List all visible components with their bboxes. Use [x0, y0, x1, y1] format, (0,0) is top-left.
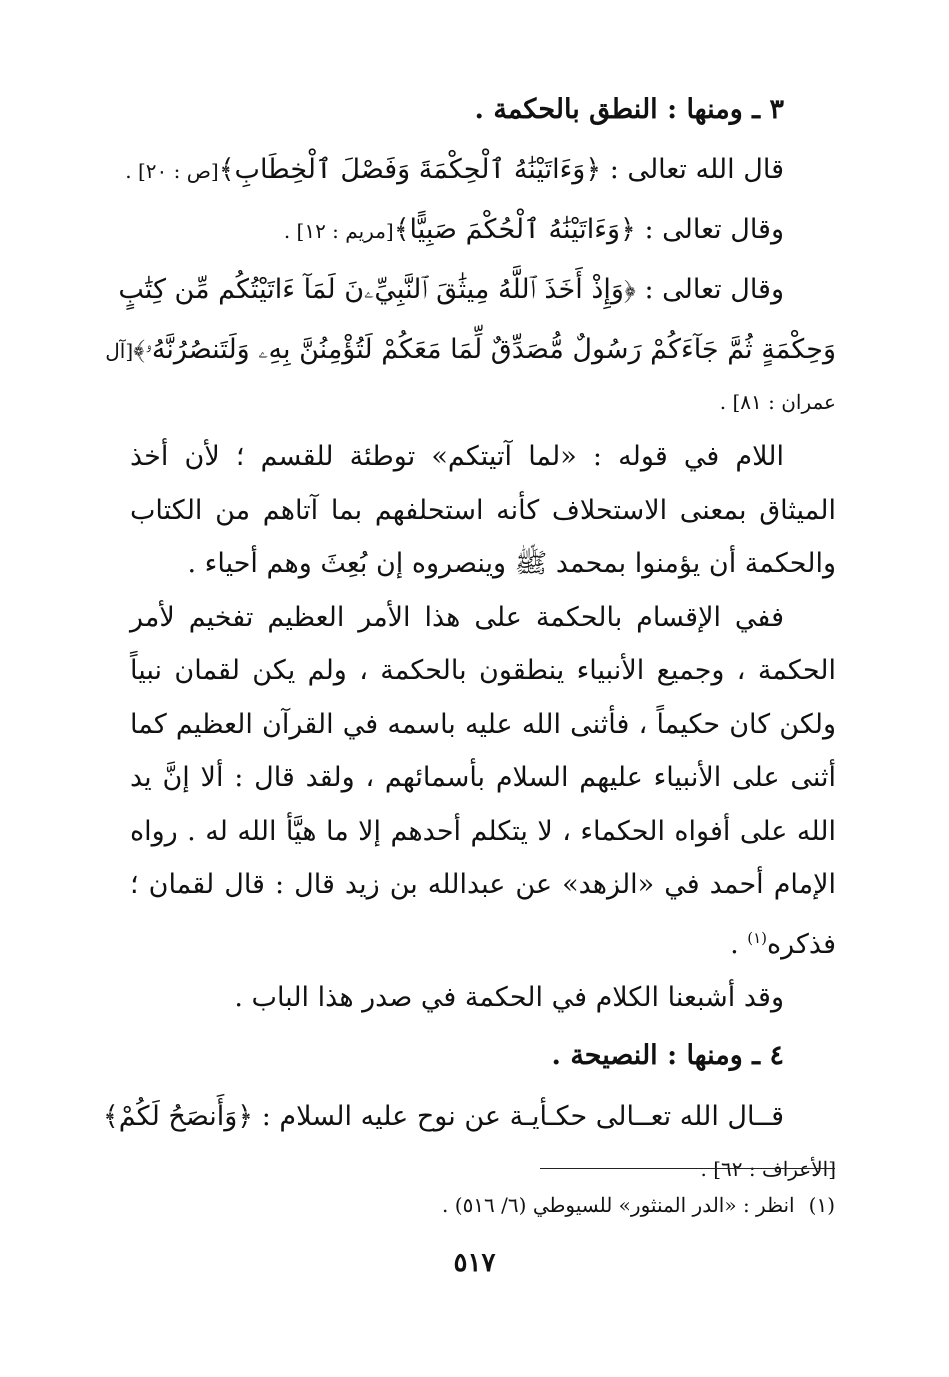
verse-1-intro: قال الله تعالى : [601, 154, 784, 185]
verse-1-line [125, 140, 836, 200]
page-number: ٥١٧ [453, 1248, 496, 1278]
paragraph-2 [130, 591, 836, 972]
section-4-intro: قــال الله تعــالى حكـأيـة عن نوح عليه السلام : [253, 1100, 784, 1132]
verse-2-text: ﴿وَءَاتَيْنَٰهُ ٱلْحُكْمَ صَبِيًّا﴾ [393, 214, 636, 245]
paragraph-3: وقد أشبعنا الكلام في الحكمة في صدر هذا الباب . [234, 982, 784, 1013]
page-body [102, 80, 836, 1191]
footnote-divider [540, 1168, 835, 1169]
footnote-ref-mark[interactable]: (١) [747, 928, 768, 947]
verse-3-ref-end: عمران : ٨١] . [719, 390, 836, 414]
verse-3-line-2 [105, 320, 836, 380]
verse-2-ref: [مريم : ١٢] . [283, 219, 394, 243]
paragraph-2-text: ففي الإقسام بالحكمة على هذا الأمر العظيم تفخيم لأمر الحكمة ، وجميع الأنبياء ينطقون بالحكمة ، ولم يكن لقمان نبياً ولكن كان حكيماً ، فأثنى الله عليه باسمه في القرآن العظيم كما أثنى على الأنبياء عليهم السلام بأسمائهم ، ولقد قال : ألا إنَّ يد الله على أفواه الحكماء ، لا يتكلم أحدهم إلا ما هيَّأ الله له . رواه الإمام أحمد في «الزهد» عن عبدالله بن زيد قال : قال لقمان ؛ فذكره [130, 601, 836, 960]
verse-3-intro: وقال تعالى : [635, 274, 784, 305]
verse-3-text-2: وَحِكْمَةٍ ثُمَّ جَآءَكُمْ رَسُولٌ مُّصَدِّقٌ لِّمَا مَعَكُمْ لَتُؤْمِنُنَّ بِهِۦ وَلَتَنصُرُنَّهُۥ﴾ [133, 334, 836, 365]
section-4-line-1 [102, 1087, 836, 1147]
verse-3-ref-start: [آل [105, 339, 134, 363]
section-4-verse: ﴿وَأَنصَحُ لَكُمْ﴾ [102, 1100, 254, 1132]
section-4-ref: [الأعراف : ٦٢] . [700, 1156, 836, 1181]
section-4-heading: ٤ ـ ومنها : النصيحة . [551, 1039, 784, 1071]
verse-1-text: ﴿وَءَاتَيْنَٰهُ ٱلْحِكْمَةَ وَفَصْلَ ٱلْخِطَابِ﴾ [218, 154, 602, 185]
verse-3-line-1 [118, 260, 836, 320]
verse-2-line [130, 200, 836, 260]
verse-3-text-1: ﴿وَإِذْ أَخَذَ ٱللَّهُ مِيثَٰقَ ٱلنَّبِيِّۦنَ لَمَآ ءَاتَيْتُكُم مِّن كِتَٰبٍ [118, 274, 636, 305]
footnote-text: انظر : «الدر المنثور» للسيوطي (٦/ ٥١٦) . [442, 1193, 795, 1217]
footnote-number: (١) [808, 1193, 835, 1217]
footnote [442, 1187, 835, 1223]
paragraph-2-end: . [730, 928, 748, 960]
verse-1-ref: [ص : ٢٠] . [125, 159, 219, 183]
verse-2-intro: وقال تعالى : [635, 214, 784, 245]
paragraph-1: اللام في قوله : «لما آتيتكم» توطئة للقسم ؛ لأن أخذ الميثاق بمعنى الاستحلاف كأنه استحلفهم بما آتاهم من الكتاب والحكمة أن يؤمنوا بمحمد ﷺ وينصروه إن بُعِثَ وهم أحياء . [130, 441, 836, 579]
section-3-heading: ٣ ـ ومنها : النطق بالحكمة . [474, 94, 784, 125]
